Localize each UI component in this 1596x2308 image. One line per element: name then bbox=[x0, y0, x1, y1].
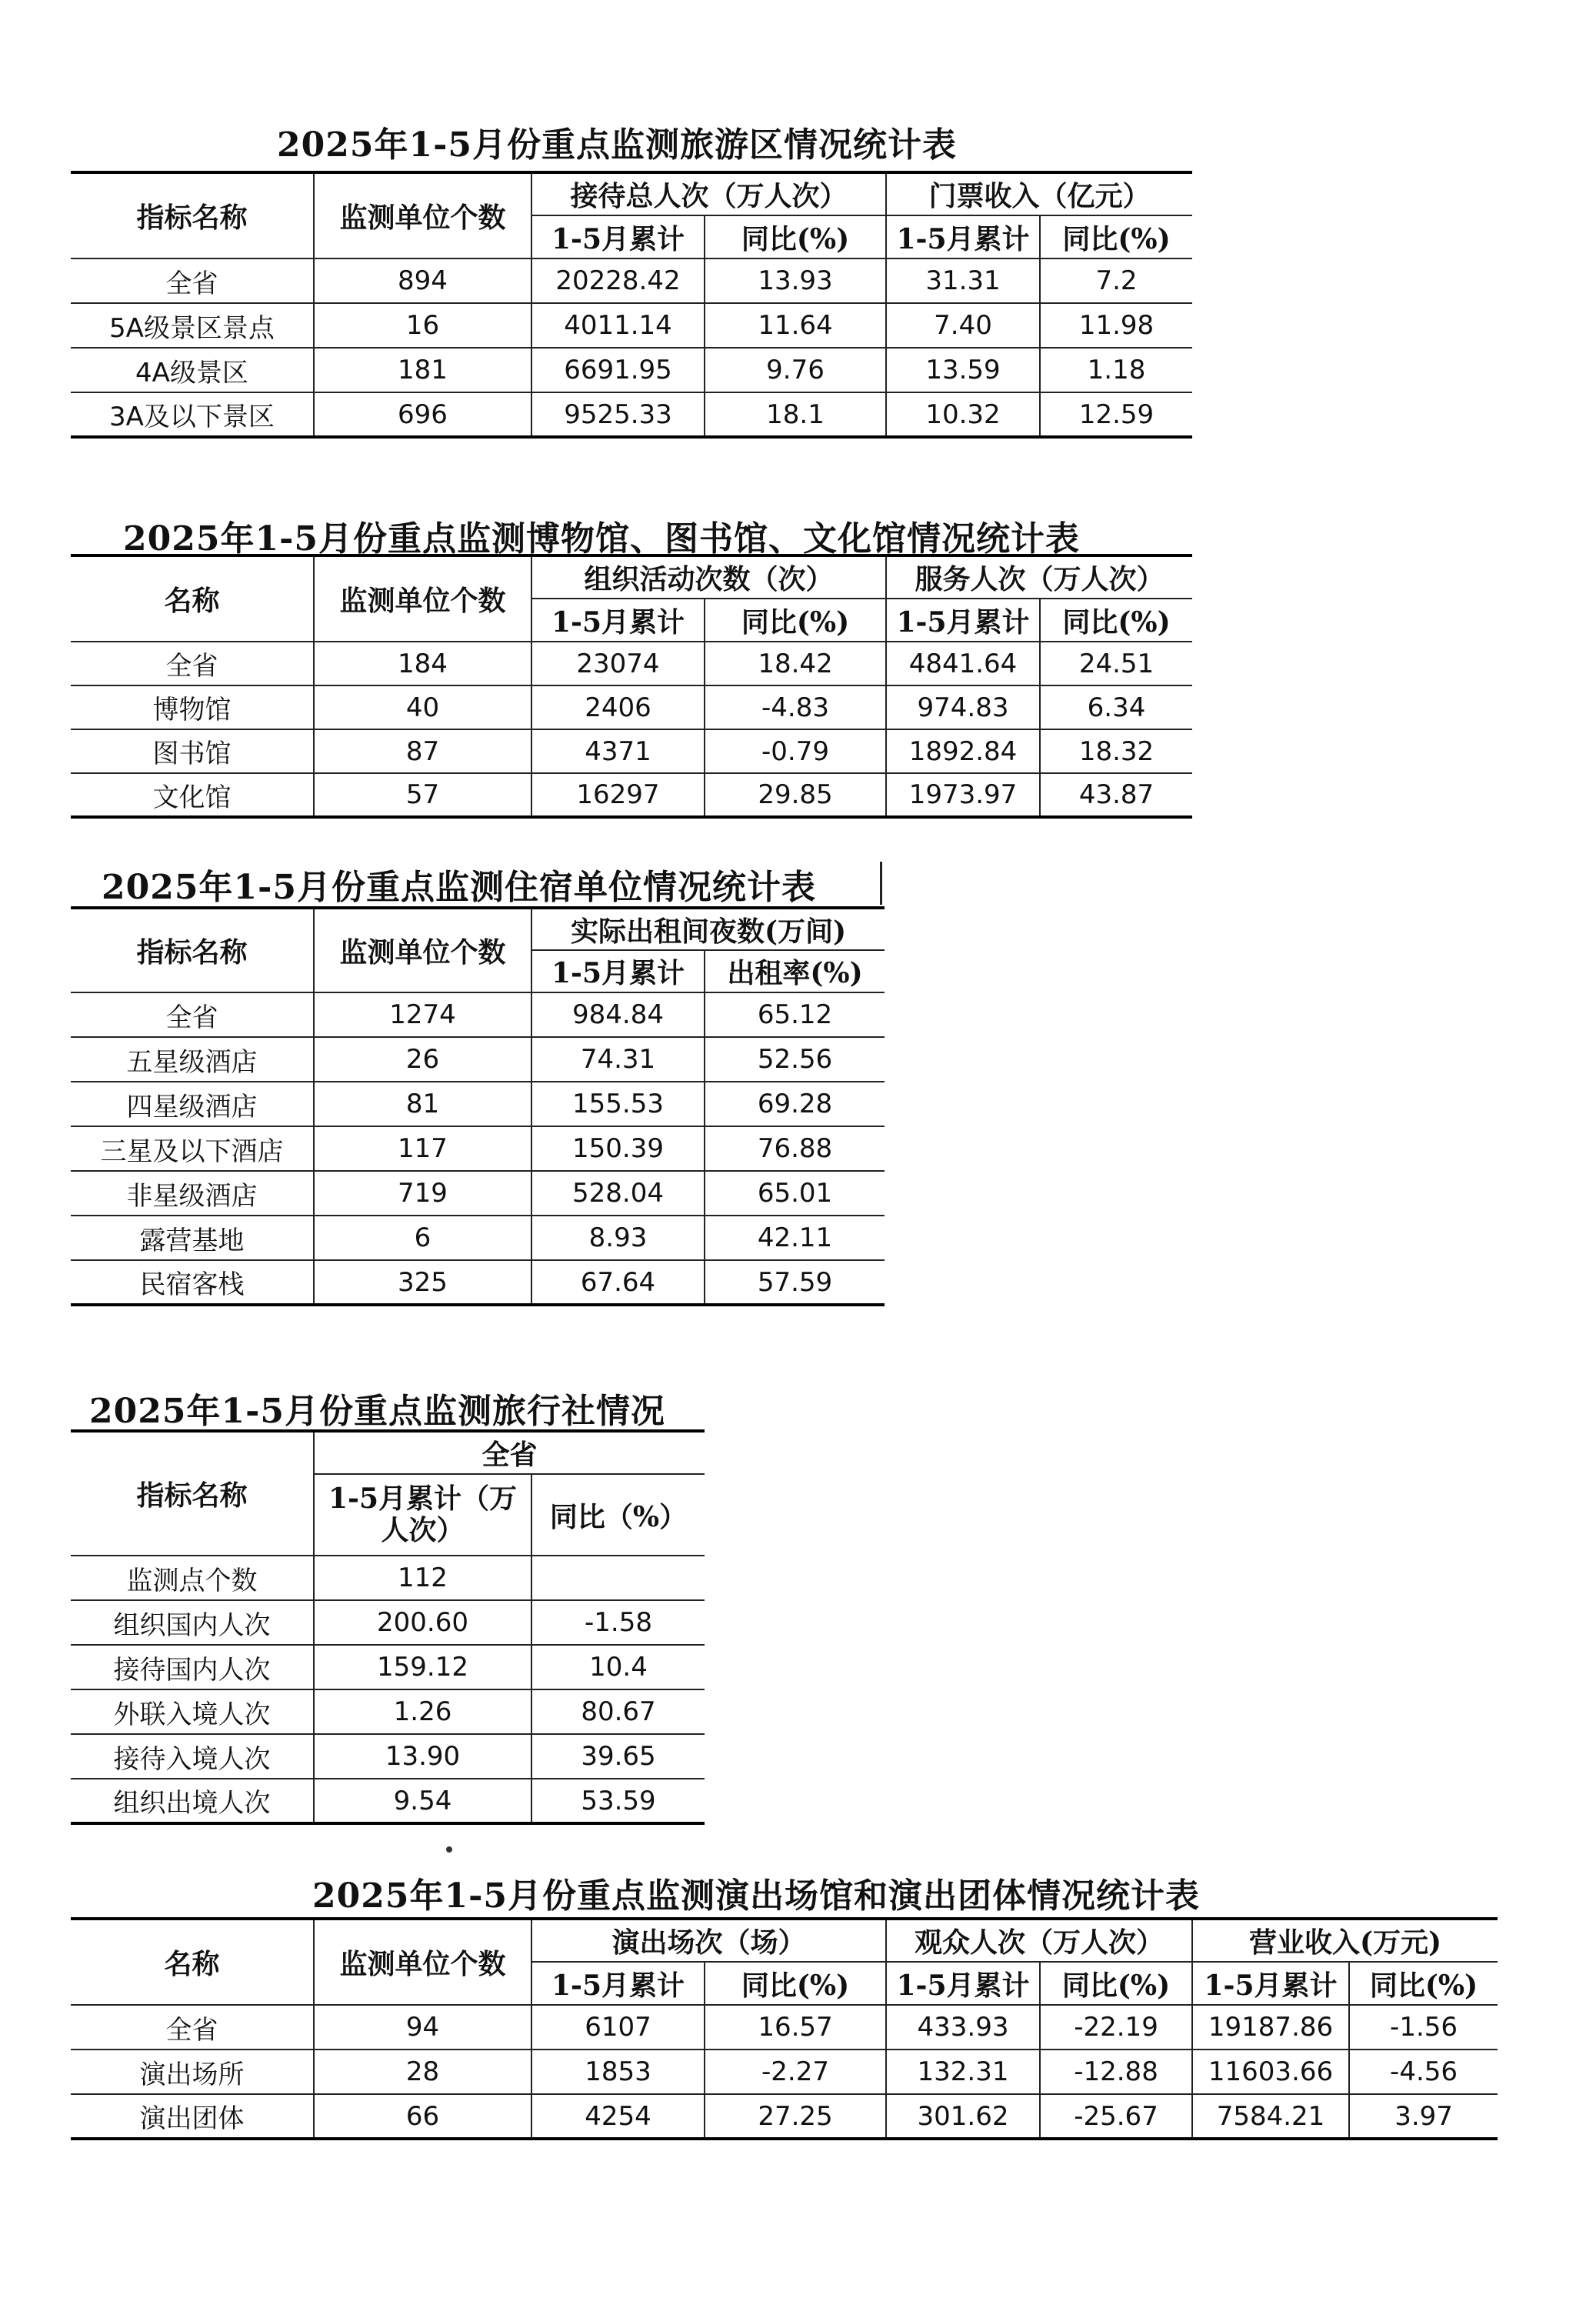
header-group-service: 服务人次（万人次） bbox=[886, 555, 1192, 599]
table-cell: 57.59 bbox=[705, 1260, 885, 1305]
header-cum: 1-5月累计 bbox=[531, 950, 705, 992]
table-cell: -4.83 bbox=[705, 685, 886, 729]
table-cell: 6.34 bbox=[1040, 685, 1192, 729]
header-name: 名称 bbox=[71, 555, 314, 642]
table-cell: 112 bbox=[314, 1556, 531, 1600]
row-label: 外联入境人次 bbox=[71, 1689, 314, 1734]
table-row bbox=[71, 992, 885, 1037]
table-cell: 13.90 bbox=[314, 1734, 531, 1779]
table-cell: 11.64 bbox=[705, 303, 886, 348]
header-group-revenue: 营业收入(万元) bbox=[1192, 1919, 1498, 1962]
header-name: 名称 bbox=[71, 1919, 314, 2005]
table-row bbox=[71, 1779, 705, 1823]
table-cell: 31.31 bbox=[886, 258, 1040, 303]
table-row bbox=[71, 1082, 885, 1126]
table-cell: 23074 bbox=[531, 642, 705, 685]
row-label: 全省 bbox=[71, 258, 314, 303]
table-row bbox=[71, 1600, 705, 1645]
table-cell: 184 bbox=[314, 642, 531, 685]
table-cell: 1973.97 bbox=[886, 773, 1040, 817]
table-cell: 11.98 bbox=[1040, 303, 1192, 348]
header-yoy: 同比(%) bbox=[1349, 1962, 1498, 2005]
row-label: 演出场所 bbox=[71, 2050, 314, 2094]
table-cell: 57 bbox=[314, 773, 531, 817]
table-cell: 39.65 bbox=[531, 1734, 705, 1779]
table-cell: 26 bbox=[314, 1037, 531, 1082]
travel-table-title: 2025年1-5月份重点监测旅行社情况 bbox=[89, 1392, 665, 1431]
table-row bbox=[71, 1689, 705, 1734]
table-cell: 3.97 bbox=[1349, 2094, 1498, 2139]
table-cell: 6691.95 bbox=[531, 348, 705, 392]
row-label: 民宿客栈 bbox=[71, 1260, 314, 1305]
table-cell: 18.32 bbox=[1040, 729, 1192, 773]
table-cell: 7.40 bbox=[886, 303, 1040, 348]
table-cell: 87 bbox=[314, 729, 531, 773]
header-cum: 1-5月累计 bbox=[531, 599, 705, 642]
header-group-rooms: 实际出租间夜数(万间) bbox=[531, 908, 885, 950]
table-cell: 81 bbox=[314, 1082, 531, 1126]
table-cell: 181 bbox=[314, 348, 531, 392]
table-cell: 984.84 bbox=[531, 992, 705, 1037]
table-cell: 28 bbox=[314, 2050, 531, 2094]
header-units: 监测单位个数 bbox=[314, 555, 531, 642]
row-label: 四星级酒店 bbox=[71, 1082, 314, 1126]
row-label: 3A及以下景区 bbox=[71, 392, 314, 437]
table-row bbox=[71, 303, 1192, 348]
table-cell: 69.28 bbox=[705, 1082, 885, 1126]
table-cell: -12.88 bbox=[1040, 2050, 1192, 2094]
table-cell: 1853 bbox=[531, 2050, 705, 2094]
header-yoy: 同比(%) bbox=[705, 599, 886, 642]
table-cell: 974.83 bbox=[886, 685, 1040, 729]
scenic-table bbox=[71, 171, 1192, 439]
table-cell: 696 bbox=[314, 392, 531, 437]
table-cell: 10.4 bbox=[531, 1645, 705, 1689]
table-cell: 19187.86 bbox=[1192, 2005, 1349, 2050]
table-cell: 24.51 bbox=[1040, 642, 1192, 685]
header-name: 指标名称 bbox=[71, 908, 314, 992]
table-cell: 53.59 bbox=[531, 1779, 705, 1823]
scenic-table-title: 2025年1-5月份重点监测旅游区情况统计表 bbox=[277, 125, 957, 165]
table-cell: 12.59 bbox=[1040, 392, 1192, 437]
header-cum: 1-5月累计 bbox=[886, 599, 1040, 642]
table-row bbox=[71, 642, 1192, 685]
table-cell: 67.64 bbox=[531, 1260, 705, 1305]
table-cell bbox=[531, 1556, 705, 1600]
row-label: 全省 bbox=[71, 642, 314, 685]
table-row bbox=[71, 1216, 885, 1260]
travel-table bbox=[71, 1429, 705, 1825]
table-cell: 1.18 bbox=[1040, 348, 1192, 392]
table-cell: 40 bbox=[314, 685, 531, 729]
header-yoy: 同比(%) bbox=[1040, 215, 1192, 258]
table-cell: 65.01 bbox=[705, 1171, 885, 1216]
header-units: 监测单位个数 bbox=[314, 172, 531, 258]
header-yoy: 同比(%) bbox=[1040, 599, 1192, 642]
table-row bbox=[71, 1171, 885, 1216]
lodging-table-title: 2025年1-5月份重点监测住宿单位情况统计表 bbox=[102, 868, 816, 907]
table-cell: 16 bbox=[314, 303, 531, 348]
row-label: 接待入境人次 bbox=[71, 1734, 314, 1779]
table-cell: 66 bbox=[314, 2094, 531, 2139]
table-cell: 4011.14 bbox=[531, 303, 705, 348]
header-province: 全省 bbox=[314, 1431, 705, 1474]
row-label: 图书馆 bbox=[71, 729, 314, 773]
table-cell: 43.87 bbox=[1040, 773, 1192, 817]
table-cell: 325 bbox=[314, 1260, 531, 1305]
header-yoy: 同比（%） bbox=[531, 1474, 705, 1556]
table-cell: 894 bbox=[314, 258, 531, 303]
table-cell: 13.93 bbox=[705, 258, 886, 303]
table-row bbox=[71, 392, 1192, 437]
table-row bbox=[71, 1126, 885, 1171]
stray-mark bbox=[446, 1846, 452, 1853]
performance-table bbox=[71, 1917, 1498, 2140]
row-label: 文化馆 bbox=[71, 773, 314, 817]
row-label: 监测点个数 bbox=[71, 1556, 314, 1600]
lodging-rows bbox=[71, 992, 885, 1305]
travel-rows bbox=[71, 1556, 705, 1823]
table-cell: 117 bbox=[314, 1126, 531, 1171]
table-cell: -0.79 bbox=[705, 729, 886, 773]
table-row bbox=[71, 1734, 705, 1779]
table-cell: 433.93 bbox=[886, 2005, 1040, 2050]
table-cell: 42.11 bbox=[705, 1216, 885, 1260]
table-cell: 1274 bbox=[314, 992, 531, 1037]
performance-rows bbox=[71, 2005, 1498, 2139]
table-row bbox=[71, 348, 1192, 392]
row-label: 五星级酒店 bbox=[71, 1037, 314, 1082]
table-cell: 16.57 bbox=[705, 2005, 886, 2050]
table-cell: 76.88 bbox=[705, 1126, 885, 1171]
culture-rows bbox=[71, 642, 1192, 817]
header-group-audience: 观众人次（万人次） bbox=[886, 1919, 1192, 1962]
header-cum: 1-5月累计 bbox=[886, 1962, 1040, 2005]
table-cell: 4254 bbox=[531, 2094, 705, 2139]
table-cell: 200.60 bbox=[314, 1600, 531, 1645]
table-cell: 18.42 bbox=[705, 642, 886, 685]
table-cell: 528.04 bbox=[531, 1171, 705, 1216]
table-cell: 7.2 bbox=[1040, 258, 1192, 303]
table-cell: 9.76 bbox=[705, 348, 886, 392]
row-label: 4A级景区 bbox=[71, 348, 314, 392]
performance-table-title: 2025年1-5月份重点监测演出场馆和演出团体情况统计表 bbox=[312, 1876, 1200, 1916]
table-row bbox=[71, 773, 1192, 817]
table-row bbox=[71, 1556, 705, 1600]
table-row bbox=[71, 1260, 885, 1305]
header-group-shows: 演出场次（场） bbox=[531, 1919, 886, 1962]
header-cum: 1-5月累计 bbox=[531, 1962, 705, 2005]
scenic-rows bbox=[71, 258, 1192, 437]
table-row bbox=[71, 685, 1192, 729]
table-cell: -4.56 bbox=[1349, 2050, 1498, 2094]
header-group-visitors: 接待总人次（万人次） bbox=[531, 172, 886, 215]
row-label: 博物馆 bbox=[71, 685, 314, 729]
table-row bbox=[71, 1645, 705, 1689]
row-label: 全省 bbox=[71, 992, 314, 1037]
title-mark bbox=[880, 862, 882, 905]
table-row bbox=[71, 2050, 1498, 2094]
table-row bbox=[71, 2094, 1498, 2139]
table-cell: 150.39 bbox=[531, 1126, 705, 1171]
row-label: 组织国内人次 bbox=[71, 1600, 314, 1645]
table-cell: -1.58 bbox=[531, 1600, 705, 1645]
row-label: 接待国内人次 bbox=[71, 1645, 314, 1689]
row-label: 演出团体 bbox=[71, 2094, 314, 2139]
header-cum: 1-5月累计（万人次） bbox=[314, 1474, 531, 1556]
header-cum: 1-5月累计 bbox=[886, 215, 1040, 258]
table-cell: 16297 bbox=[531, 773, 705, 817]
table-cell: 9525.33 bbox=[531, 392, 705, 437]
table-cell: -2.27 bbox=[705, 2050, 886, 2094]
table-cell: 4841.64 bbox=[886, 642, 1040, 685]
table-cell: 11603.66 bbox=[1192, 2050, 1349, 2094]
table-cell: 80.67 bbox=[531, 1689, 705, 1734]
row-label: 三星及以下酒店 bbox=[71, 1126, 314, 1171]
table-cell: 20228.42 bbox=[531, 258, 705, 303]
header-group-ticket: 门票收入（亿元） bbox=[886, 172, 1192, 215]
table-cell: 13.59 bbox=[886, 348, 1040, 392]
culture-table-title: 2025年1-5月份重点监测博物馆、图书馆、文化馆情况统计表 bbox=[123, 519, 1080, 559]
table-cell: 29.85 bbox=[705, 773, 886, 817]
table-cell: 8.93 bbox=[531, 1216, 705, 1260]
table-cell: 52.56 bbox=[705, 1037, 885, 1082]
table-cell: 27.25 bbox=[705, 2094, 886, 2139]
table-cell: 155.53 bbox=[531, 1082, 705, 1126]
row-label: 非星级酒店 bbox=[71, 1171, 314, 1216]
table-row bbox=[71, 258, 1192, 303]
header-units: 监测单位个数 bbox=[314, 908, 531, 992]
table-cell: -1.56 bbox=[1349, 2005, 1498, 2050]
header-cum: 1-5月累计 bbox=[531, 215, 705, 258]
header-yoy: 同比(%) bbox=[1040, 1962, 1192, 2005]
table-cell: -22.19 bbox=[1040, 2005, 1192, 2050]
header-cum: 1-5月累计 bbox=[1192, 1962, 1349, 2005]
table-cell: 301.62 bbox=[886, 2094, 1040, 2139]
table-cell: 2406 bbox=[531, 685, 705, 729]
table-cell: 6107 bbox=[531, 2005, 705, 2050]
row-label: 全省 bbox=[71, 2005, 314, 2050]
header-name: 指标名称 bbox=[71, 1431, 314, 1556]
table-cell: 159.12 bbox=[314, 1645, 531, 1689]
row-label: 露营基地 bbox=[71, 1216, 314, 1260]
table-cell: 4371 bbox=[531, 729, 705, 773]
table-cell: 6 bbox=[314, 1216, 531, 1260]
header-name: 指标名称 bbox=[71, 172, 314, 258]
header-rate: 出租率(%) bbox=[705, 950, 885, 992]
header-group-activities: 组织活动次数（次） bbox=[531, 555, 886, 599]
table-cell: 1892.84 bbox=[886, 729, 1040, 773]
table-cell: 10.32 bbox=[886, 392, 1040, 437]
header-units: 监测单位个数 bbox=[314, 1919, 531, 2005]
culture-table bbox=[71, 554, 1192, 819]
table-row bbox=[71, 2005, 1498, 2050]
lodging-table bbox=[71, 906, 885, 1306]
table-row bbox=[71, 1037, 885, 1082]
table-row bbox=[71, 729, 1192, 773]
table-cell: 132.31 bbox=[886, 2050, 1040, 2094]
table-cell: 74.31 bbox=[531, 1037, 705, 1082]
table-cell: 94 bbox=[314, 2005, 531, 2050]
table-cell: 18.1 bbox=[705, 392, 886, 437]
row-label: 组织出境人次 bbox=[71, 1779, 314, 1823]
header-yoy: 同比(%) bbox=[705, 215, 886, 258]
table-cell: 719 bbox=[314, 1171, 531, 1216]
table-cell: -25.67 bbox=[1040, 2094, 1192, 2139]
table-cell: 7584.21 bbox=[1192, 2094, 1349, 2139]
row-label: 5A级景区景点 bbox=[71, 303, 314, 348]
table-cell: 1.26 bbox=[314, 1689, 531, 1734]
header-yoy: 同比(%) bbox=[705, 1962, 886, 2005]
table-cell: 9.54 bbox=[314, 1779, 531, 1823]
table-cell: 65.12 bbox=[705, 992, 885, 1037]
